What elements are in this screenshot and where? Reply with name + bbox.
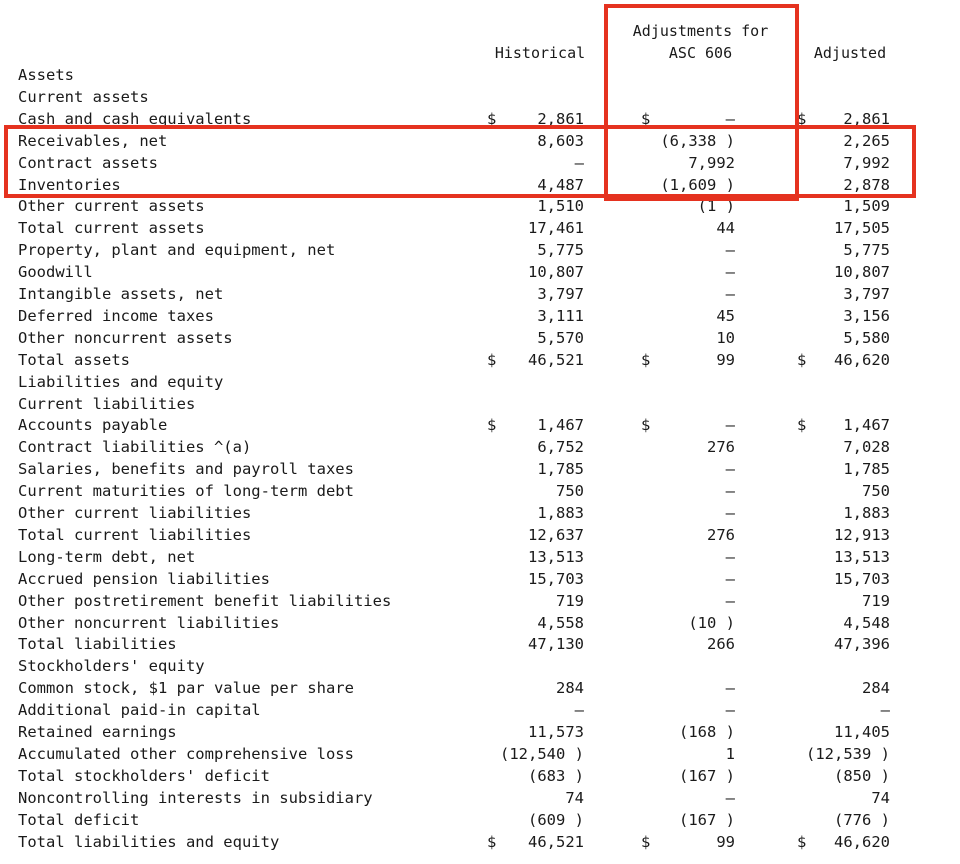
adjusted-value: 74: [871, 788, 890, 807]
historical-value: 17,461: [528, 219, 584, 238]
table-row: [0, 64, 960, 86]
adjusted-value: 46,620: [834, 350, 890, 369]
table-row: [0, 305, 960, 327]
row-label: Salaries, benefits and payroll taxes: [18, 460, 354, 479]
adjustment-value: –: [725, 701, 735, 720]
adjusted-value: 5,775: [843, 241, 890, 260]
header-adjustments-line2: ASC 606: [668, 44, 733, 62]
row-label: Current assets: [18, 87, 149, 106]
adjusted-value: 2,265: [843, 131, 890, 150]
row-label: Other current assets: [18, 197, 205, 216]
row-label: Cash and cash equivalents: [18, 109, 252, 128]
historical-value: 10,807: [528, 263, 584, 282]
historical-value: 13,513: [528, 547, 584, 566]
table-row: [0, 787, 960, 809]
row-label: Total assets: [18, 350, 130, 369]
historical-value: 46,521: [528, 350, 584, 369]
row-label: Noncontrolling interests in subsidiary: [18, 788, 373, 807]
row-label: Other noncurrent assets: [18, 328, 233, 347]
adjusted-value: (850 ): [834, 766, 890, 785]
table-row: [0, 152, 960, 174]
adjustment-value: 276: [707, 438, 735, 457]
row-label: Contract liabilities ^(a): [18, 438, 252, 457]
table-row: [0, 809, 960, 831]
adjustment-value: (1 ): [697, 197, 735, 216]
table-row: [0, 239, 960, 261]
historical-value: 5,775: [537, 241, 584, 260]
table-row: [0, 699, 960, 721]
adjusted-value: 719: [862, 591, 890, 610]
row-label: Contract assets: [18, 153, 158, 172]
row-label: Total liabilities: [18, 635, 177, 654]
historical-value: 1,510: [537, 197, 584, 216]
adjusted-value: 1,509: [843, 197, 890, 216]
row-label: Accrued pension liabilities: [18, 569, 270, 588]
adjusted-value: 3,797: [843, 285, 890, 303]
row-label: Long-term debt, net: [18, 547, 196, 566]
adjustment-value: 266: [707, 635, 735, 654]
historical-value: 46,521: [528, 832, 584, 851]
row-label: Current maturities of long-term debt: [18, 482, 354, 501]
historical-value: 6,752: [537, 438, 584, 457]
adjustment-value: 1: [725, 744, 735, 763]
historical-value: 5,570: [537, 328, 584, 347]
row-label: Common stock, $1 par value per share: [18, 679, 354, 698]
adjustment-value: (167 ): [679, 766, 735, 785]
historical-value: 74: [565, 788, 584, 807]
row-label: Total current liabilities: [18, 525, 252, 544]
header-adjustments-line1: Adjustments for: [632, 22, 769, 40]
table-row: [0, 743, 960, 765]
adjustment-value: –: [725, 109, 735, 128]
historical-value: 15,703: [528, 569, 584, 588]
historical-value: 719: [556, 591, 584, 610]
adjusted-value: (776 ): [834, 810, 890, 829]
adjustment-value: –: [725, 591, 735, 610]
table-row: [0, 502, 960, 524]
adjusted-value: (12,539 ): [806, 744, 890, 763]
row-label: Additional paid-in capital: [18, 701, 261, 720]
table-row: [0, 283, 960, 305]
adjusted-value: 7,028: [843, 438, 890, 457]
table-row: [0, 261, 960, 283]
adjustment-value: (167 ): [679, 810, 735, 829]
adjustment-value: 44: [716, 219, 735, 238]
row-label: Total stockholders' deficit: [18, 766, 270, 785]
adjustment-value: –: [725, 285, 735, 303]
table-row: [0, 765, 960, 787]
row-label: Current liabilities: [18, 394, 196, 413]
historical-value: 750: [556, 482, 584, 501]
adjusted-value: 3,156: [843, 306, 890, 325]
table-row: [0, 568, 960, 590]
table-row: [0, 393, 960, 415]
adjustment-currency: $: [641, 109, 651, 128]
adjustment-value: 7,992: [688, 153, 735, 172]
historical-value: 1,785: [537, 460, 584, 479]
row-label: Liabilities and equity: [18, 372, 224, 391]
row-label: Other noncurrent liabilities: [18, 613, 280, 632]
table-row: [0, 349, 960, 371]
table-row: [0, 524, 960, 546]
adjusted-currency: $: [797, 109, 807, 128]
historical-value: 11,573: [528, 723, 584, 741]
adjusted-value: 1,785: [843, 460, 890, 479]
adjusted-value: –: [880, 701, 890, 720]
row-label: Retained earnings: [18, 723, 177, 741]
table-row: [0, 633, 960, 655]
row-label: Total deficit: [18, 810, 140, 829]
row-label: Assets: [18, 66, 74, 84]
table-row: [0, 590, 960, 612]
row-label: Stockholders' equity: [18, 657, 205, 676]
row-label: Accounts payable: [18, 416, 168, 435]
header-adjusted: Adjusted: [813, 44, 887, 62]
adjusted-value: 12,913: [834, 525, 890, 544]
historical-value: 4,558: [537, 613, 584, 632]
table-row: [0, 677, 960, 699]
historical-value: 1,467: [537, 416, 584, 435]
row-label: Goodwill: [18, 263, 93, 282]
historical-currency: $: [487, 832, 497, 851]
table-row: [0, 174, 960, 196]
adjustment-currency: $: [641, 350, 651, 369]
row-label: Property, plant and equipment, net: [18, 241, 336, 260]
adjusted-value: 5,580: [843, 328, 890, 347]
adjusted-value: 1,467: [843, 416, 890, 435]
table-row: [0, 86, 960, 108]
table-row: [0, 480, 960, 502]
adjustment-currency: $: [641, 416, 651, 435]
table-row: [0, 655, 960, 677]
adjustment-value: –: [725, 679, 735, 698]
adjusted-currency: $: [797, 416, 807, 435]
historical-value: (683 ): [528, 766, 584, 785]
adjustment-value: 99: [716, 832, 735, 851]
table-row: [0, 371, 960, 393]
adjustment-value: –: [725, 416, 735, 435]
adjusted-currency: $: [797, 832, 807, 851]
adjusted-value: 47,396: [834, 635, 890, 654]
table-row: [0, 458, 960, 480]
adjustment-value: 99: [716, 350, 735, 369]
historical-value: (609 ): [528, 810, 584, 829]
adjusted-value: 46,620: [834, 832, 890, 851]
table-row: [0, 327, 960, 349]
adjustment-value: –: [725, 547, 735, 566]
historical-value: 12,637: [528, 525, 584, 544]
adjusted-value: 10,807: [834, 263, 890, 282]
adjusted-value: 2,861: [843, 109, 890, 128]
table-row: [0, 721, 960, 743]
row-label: Other current liabilities: [18, 504, 252, 522]
historical-value: 4,487: [537, 175, 584, 194]
adjustment-value: –: [725, 460, 735, 479]
adjustment-value: (168 ): [679, 723, 735, 741]
historical-value: 284: [556, 679, 584, 698]
table-row: [0, 414, 960, 436]
historical-currency: $: [487, 350, 497, 369]
adjustment-value: 10: [716, 328, 735, 347]
historical-value: 3,797: [537, 285, 584, 303]
adjusted-value: 15,703: [834, 569, 890, 588]
row-label: Total liabilities and equity: [18, 832, 280, 851]
historical-value: –: [574, 153, 584, 172]
historical-currency: $: [487, 416, 497, 435]
row-label: Receivables, net: [18, 131, 168, 150]
adjusted-value: 284: [862, 679, 890, 698]
adjustment-value: (6,338 ): [660, 131, 735, 150]
historical-currency: $: [487, 109, 497, 128]
table-row: [0, 831, 960, 853]
adjusted-value: 1,883: [843, 504, 890, 522]
historical-value: 2,861: [537, 109, 584, 128]
header-historical: Historical: [494, 44, 586, 62]
table-row: [0, 546, 960, 568]
adjusted-value: 2,878: [843, 175, 890, 194]
adjustment-value: –: [725, 482, 735, 501]
adjusted-currency: $: [797, 350, 807, 369]
table-row: [0, 108, 960, 130]
adjustment-value: –: [725, 263, 735, 282]
adjustment-value: –: [725, 569, 735, 588]
historical-value: 8,603: [537, 131, 584, 150]
adjustment-value: –: [725, 241, 735, 260]
row-label: Other postretirement benefit liabilities: [18, 591, 392, 610]
adjusted-value: 13,513: [834, 547, 890, 566]
table-row: [0, 612, 960, 634]
adjusted-value: 750: [862, 482, 890, 501]
row-label: Intangible assets, net: [18, 285, 224, 303]
historical-value: 1,883: [537, 504, 584, 522]
adjusted-value: 7,992: [843, 153, 890, 172]
historical-value: (12,540 ): [500, 744, 584, 763]
table-row: [0, 130, 960, 152]
historical-value: 47,130: [528, 635, 584, 654]
adjusted-value: 17,505: [834, 219, 890, 238]
adjustment-value: 276: [707, 525, 735, 544]
adjustment-value: 45: [716, 306, 735, 325]
table-row: [0, 436, 960, 458]
row-label: Accumulated other comprehensive loss: [18, 744, 354, 763]
table-row: [0, 195, 960, 217]
row-label: Inventories: [18, 175, 121, 194]
adjustment-value: (1,609 ): [660, 175, 735, 194]
historical-value: –: [574, 701, 584, 720]
adjustment-value: –: [725, 788, 735, 807]
table-row: [0, 217, 960, 239]
adjustment-value: (10 ): [688, 613, 735, 632]
row-label: Deferred income taxes: [18, 306, 214, 325]
adjusted-value: 4,548: [843, 613, 890, 632]
adjustment-currency: $: [641, 832, 651, 851]
adjusted-value: 11,405: [834, 723, 890, 741]
row-label: Total current assets: [18, 219, 205, 238]
adjustment-value: –: [725, 504, 735, 522]
historical-value: 3,111: [537, 306, 584, 325]
